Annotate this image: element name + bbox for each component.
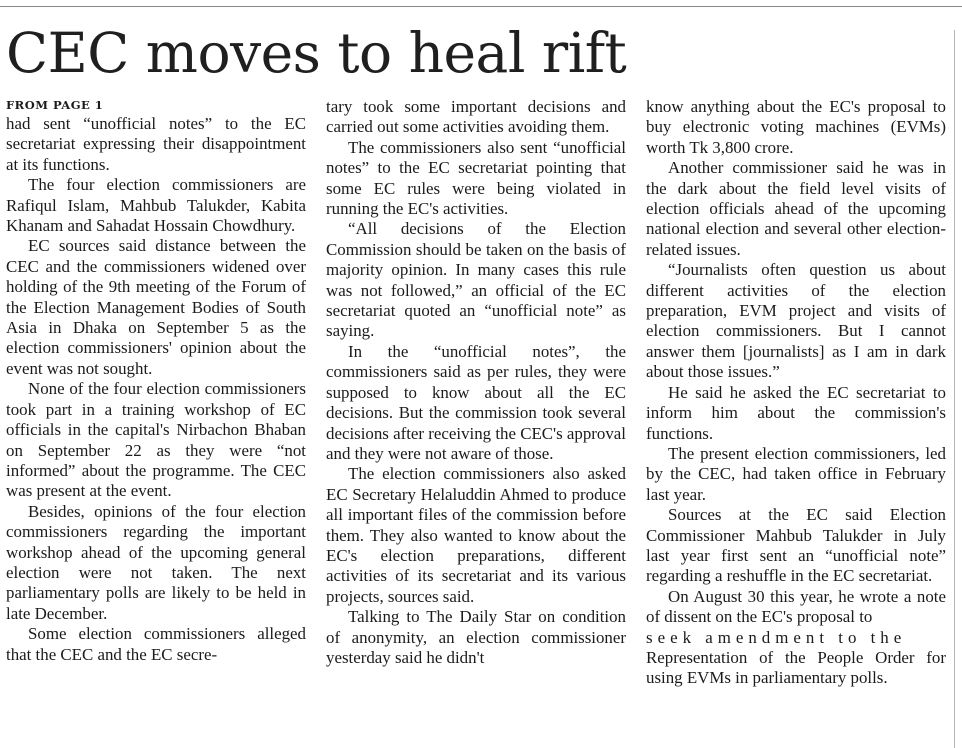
paragraph: tary took some important decisions and carried out some activities avoiding them. bbox=[326, 97, 626, 137]
paragraph: “All decisions of the Election Commission should be taken on the basis of majority opinion. In many cases this rule was not followed,” an official of the EC secretariat quoted an “unofficial note” as saying. bbox=[326, 219, 626, 341]
paragraph-line: Representation of the People Order for using EVMs in parliamentary polls. bbox=[646, 647, 946, 688]
paragraph: None of the four election commissioners took part in a training workshop of EC officials in the capital's Nirbachon Bhaban on September 22 as they were “not informed” about the programme. The CEC was present at the event. bbox=[6, 379, 306, 501]
paragraph: Besides, opinions of the four election commissioners regarding the important workshop ahead of the upcoming general election were not taken. The next parliamentary polls are likely to be held in late December. bbox=[6, 501, 306, 623]
paragraph: “Journalists often question us about different activities of the election preparation, EVM project and visits of election commissioners. But I cannot answer them [journalists] as I am in dark about those issues.” bbox=[646, 260, 946, 382]
article-column-2 bbox=[326, 97, 626, 668]
paragraph: EC sources said distance between the CEC and the commissioners widened over holding of the 9th meeting of the Forum of the Election Management Bodies of South Asia in Dhaka on September 5 as the election commissioners' opinion about the event was not sought. bbox=[6, 236, 306, 378]
paragraph: The commissioners also sent “unofficial notes” to the EC secretariat pointing that some EC rules were being violated in running the EC's activities. bbox=[326, 137, 626, 219]
headline: CEC moves to heal rift bbox=[6, 21, 627, 85]
paragraph: know anything about the EC's proposal to buy electronic voting machines (EVMs) worth Tk 3,800 crore. bbox=[646, 97, 946, 157]
paragraph: Sources at the EC said Election Commissioner Mahbub Talukder in July last year first sent an “unofficial note” regarding a reshuffle in the EC secretariat. bbox=[646, 505, 946, 586]
paragraph: Another commissioner said he was in the dark about the field level visits of election officials ahead of the upcoming national election and several other election-related issues. bbox=[646, 158, 946, 259]
paragraph: The four election commissioners are Rafiqul Islam, Mahbub Talukder, Kabita Khanam and Sahadat Hossain Chowdhury. bbox=[6, 175, 306, 236]
column-rule bbox=[954, 30, 955, 748]
paragraph-line: seek amendment to the bbox=[646, 627, 907, 647]
article-column-3 bbox=[646, 97, 946, 689]
paragraph: On August 30 this year, he wrote a note of dissent on the EC's proposal to bbox=[646, 586, 946, 627]
continuation-kicker: FROM PAGE 1 bbox=[6, 98, 104, 112]
paragraph: had sent “unofficial notes” to the EC secretariat expressing their disappointment at its functions. bbox=[6, 114, 306, 174]
paragraph: The election commissioners also asked EC Secretary Helaluddin Ahmed to produce all important files of the commission before them. They also wanted to know about the EC's election preparations, different activities of its secretariat and its various projects, sources said. bbox=[326, 464, 626, 606]
paragraph: Some election commissioners alleged that the CEC and the EC secre- bbox=[6, 624, 306, 664]
article-column-1 bbox=[6, 97, 306, 665]
paragraph: In the “unofficial notes”, the commissioners said as per rules, they were supposed to know about all the EC decisions. But the commission took several decisions after receiving the CEC's approval and they were not aware of those. bbox=[326, 341, 626, 463]
paragraph: He said he asked the EC secretariat to inform him about the commission's functions. bbox=[646, 382, 946, 443]
top-rule bbox=[0, 6, 962, 7]
paragraph: Talking to The Daily Star on condition of anonymity, an election commissioner yesterday said he didn't bbox=[326, 607, 626, 667]
paragraph: The present election commissioners, led by the CEC, had taken office in February last year. bbox=[646, 443, 946, 504]
